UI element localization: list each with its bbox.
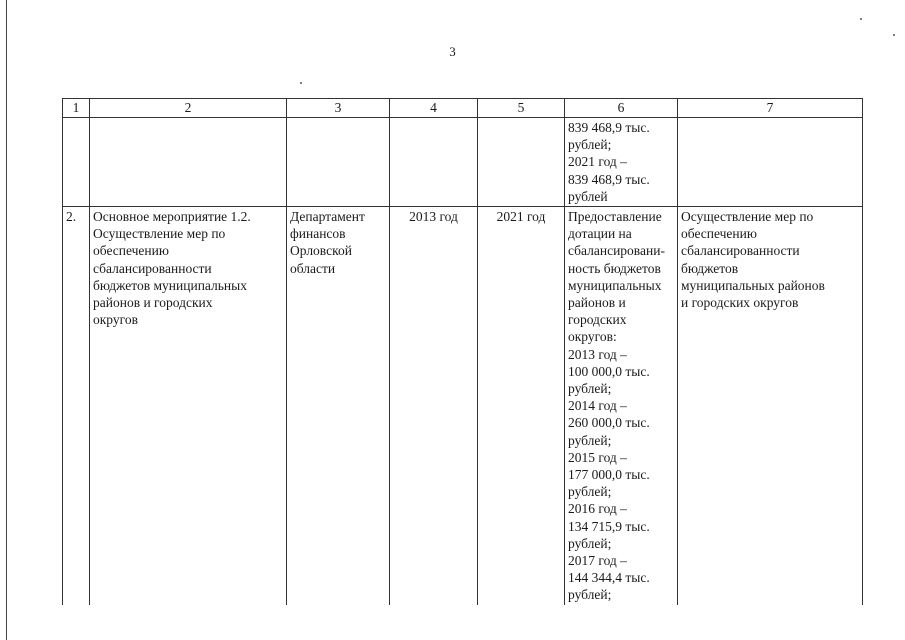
scan-speck bbox=[860, 18, 862, 20]
scan-speck bbox=[893, 34, 895, 36]
result-cell: Предоставление дотации на сбалансировани- ность бюджетов муниципальных районов и городских округов: 2013 год – 100 000,0 тыс. рублей; 2014 год – 260 000,0 тыс. рублей; 2015 год – 177 000,0 тыс. рублей; 2016 год – 134 715,9 тыс. рублей; 2017 год – 144 344,4 тыс. рублей; bbox=[565, 207, 678, 605]
header-cell: 5 bbox=[478, 99, 565, 118]
row-number-cell bbox=[63, 118, 90, 207]
measure-cell bbox=[90, 118, 287, 207]
scan-speck bbox=[300, 82, 302, 84]
end-year-cell: 2021 год bbox=[478, 207, 565, 605]
measure-cell: Основное мероприятие 1.2. Осуществление мер по обеспечению сбалансированности бюджетов муниципальных районов и городских округов bbox=[90, 207, 287, 605]
table-header-row bbox=[63, 99, 863, 118]
executor-cell bbox=[287, 118, 390, 207]
result-cell: 839 468,9 тыс. рублей; 2021 год – 839 468,9 тыс. рублей bbox=[565, 118, 678, 207]
end-year-cell bbox=[478, 118, 565, 207]
header-cell: 2 bbox=[90, 99, 287, 118]
header-cell: 3 bbox=[287, 99, 390, 118]
scan-left-edge bbox=[6, 0, 7, 640]
start-year-cell: 2013 год bbox=[390, 207, 478, 605]
header-cell: 7 bbox=[678, 99, 863, 118]
table-row bbox=[63, 118, 863, 207]
header-cell: 4 bbox=[390, 99, 478, 118]
table-row bbox=[63, 207, 863, 605]
executor-cell: Департамент финансов Орловской области bbox=[287, 207, 390, 605]
effect-cell bbox=[678, 118, 863, 207]
page-number: 3 bbox=[449, 44, 456, 59]
budget-table bbox=[62, 98, 863, 605]
start-year-cell bbox=[390, 118, 478, 207]
header-cell: 6 bbox=[565, 99, 678, 118]
header-cell: 1 bbox=[63, 99, 90, 118]
row-number-cell: 2. bbox=[63, 207, 90, 605]
effect-cell: Осуществление мер по обеспечению сбалансированности бюджетов муниципальных районов и городских округов bbox=[678, 207, 863, 605]
